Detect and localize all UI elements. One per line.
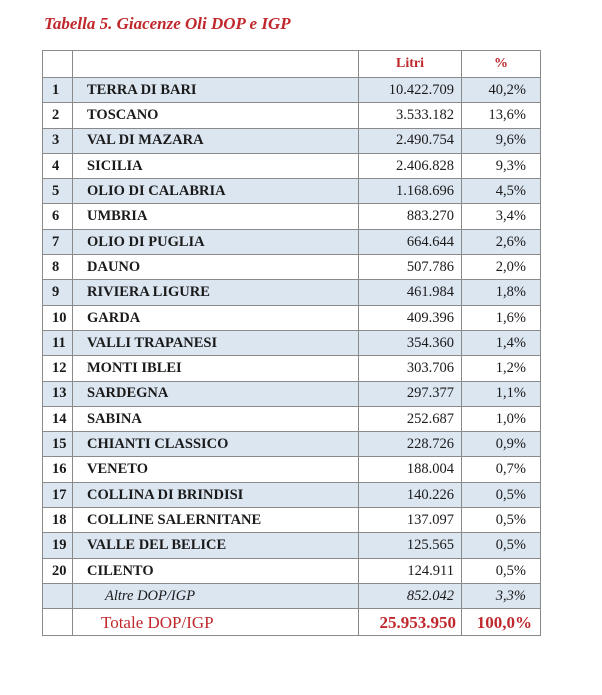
row-litri: 228.726	[359, 432, 462, 457]
row-number: 1	[43, 78, 73, 103]
row-name: COLLINE SALERNITANE	[73, 508, 359, 533]
header-name	[73, 51, 359, 78]
row-litri: 409.396	[359, 305, 462, 330]
row-litri: 303.706	[359, 356, 462, 381]
table-row	[43, 128, 541, 153]
row-number: 11	[43, 330, 73, 355]
row-number: 12	[43, 356, 73, 381]
row-name: SABINA	[73, 406, 359, 431]
row-name: VENETO	[73, 457, 359, 482]
row-name: OLIO DI CALABRIA	[73, 179, 359, 204]
row-pct: 1,6%	[462, 305, 541, 330]
table-row	[43, 153, 541, 178]
row-litri: 3.533.182	[359, 103, 462, 128]
header-row	[43, 51, 541, 78]
row-number: 5	[43, 179, 73, 204]
table-row	[43, 255, 541, 280]
row-name: CILENTO	[73, 558, 359, 583]
row-name: UMBRIA	[73, 204, 359, 229]
row-litri: 297.377	[359, 381, 462, 406]
table-row	[43, 280, 541, 305]
totale-pct: 100,0%	[462, 609, 541, 636]
row-name: VAL DI MAZARA	[73, 128, 359, 153]
table-row	[43, 330, 541, 355]
row-number: 4	[43, 153, 73, 178]
table-row	[43, 305, 541, 330]
row-number: 2	[43, 103, 73, 128]
altre-num	[43, 583, 73, 608]
row-number: 9	[43, 280, 73, 305]
row-litri: 10.422.709	[359, 78, 462, 103]
row-pct: 13,6%	[462, 103, 541, 128]
row-litri: 137.097	[359, 508, 462, 533]
row-pct: 0,9%	[462, 432, 541, 457]
row-number: 3	[43, 128, 73, 153]
row-litri: 507.786	[359, 255, 462, 280]
row-number: 16	[43, 457, 73, 482]
row-pct: 1,8%	[462, 280, 541, 305]
table-row	[43, 558, 541, 583]
totale-num	[43, 609, 73, 636]
row-litri: 1.168.696	[359, 179, 462, 204]
row-pct: 1,2%	[462, 356, 541, 381]
row-pct: 1,4%	[462, 330, 541, 355]
row-number: 14	[43, 406, 73, 431]
table-body	[43, 78, 541, 584]
row-pct: 1,0%	[462, 406, 541, 431]
row-pct: 0,5%	[462, 508, 541, 533]
row-number: 7	[43, 229, 73, 254]
header-num	[43, 51, 73, 78]
row-number: 10	[43, 305, 73, 330]
row-litri: 664.644	[359, 229, 462, 254]
row-pct: 40,2%	[462, 78, 541, 103]
row-pct: 4,5%	[462, 179, 541, 204]
row-pct: 0,5%	[462, 558, 541, 583]
row-name: COLLINA DI BRINDISI	[73, 482, 359, 507]
row-number: 15	[43, 432, 73, 457]
row-name: TOSCANO	[73, 103, 359, 128]
row-pct: 0,5%	[462, 533, 541, 558]
table-row	[43, 103, 541, 128]
giacenze-table	[42, 50, 541, 636]
row-name: CHIANTI CLASSICO	[73, 432, 359, 457]
totale-row	[43, 609, 541, 636]
row-litri: 124.911	[359, 558, 462, 583]
row-pct: 1,1%	[462, 381, 541, 406]
table-row	[43, 179, 541, 204]
altre-row	[43, 583, 541, 608]
table-row	[43, 381, 541, 406]
header-pct: %	[462, 51, 541, 78]
header-litri: Litri	[359, 51, 462, 78]
row-litri: 2.490.754	[359, 128, 462, 153]
table-caption: Tabella 5. Giacenze Oli DOP e IGP	[44, 14, 291, 33]
row-litri: 125.565	[359, 533, 462, 558]
row-pct: 2,0%	[462, 255, 541, 280]
table-row	[43, 457, 541, 482]
table-row	[43, 482, 541, 507]
row-litri: 461.984	[359, 280, 462, 305]
row-litri: 140.226	[359, 482, 462, 507]
row-number: 20	[43, 558, 73, 583]
row-pct: 0,5%	[462, 482, 541, 507]
table-row	[43, 356, 541, 381]
row-name: SICILIA	[73, 153, 359, 178]
altre-litri: 852.042	[359, 583, 462, 608]
table-row	[43, 432, 541, 457]
totale-litri: 25.953.950	[359, 609, 462, 636]
row-number: 6	[43, 204, 73, 229]
table-row	[43, 78, 541, 103]
row-litri: 252.687	[359, 406, 462, 431]
row-number: 13	[43, 381, 73, 406]
row-name: SARDEGNA	[73, 381, 359, 406]
row-pct: 9,6%	[462, 128, 541, 153]
row-litri: 354.360	[359, 330, 462, 355]
row-litri: 2.406.828	[359, 153, 462, 178]
table-row	[43, 229, 541, 254]
row-name: TERRA DI BARI	[73, 78, 359, 103]
row-pct: 9,3%	[462, 153, 541, 178]
row-pct: 3,4%	[462, 204, 541, 229]
row-number: 19	[43, 533, 73, 558]
row-number: 8	[43, 255, 73, 280]
row-litri: 883.270	[359, 204, 462, 229]
table-row	[43, 533, 541, 558]
row-name: DAUNO	[73, 255, 359, 280]
table-row	[43, 204, 541, 229]
row-name: OLIO DI PUGLIA	[73, 229, 359, 254]
table-row	[43, 406, 541, 431]
row-name: MONTI IBLEI	[73, 356, 359, 381]
table-row	[43, 508, 541, 533]
row-name: GARDA	[73, 305, 359, 330]
row-name: VALLI TRAPANESI	[73, 330, 359, 355]
totale-name: Totale DOP/IGP	[73, 609, 359, 636]
row-name: VALLE DEL BELICE	[73, 533, 359, 558]
altre-name: Altre DOP/IGP	[73, 583, 359, 608]
row-name: RIVIERA LIGURE	[73, 280, 359, 305]
altre-pct: 3,3%	[462, 583, 541, 608]
row-number: 18	[43, 508, 73, 533]
row-number: 17	[43, 482, 73, 507]
row-pct: 2,6%	[462, 229, 541, 254]
row-pct: 0,7%	[462, 457, 541, 482]
row-litri: 188.004	[359, 457, 462, 482]
